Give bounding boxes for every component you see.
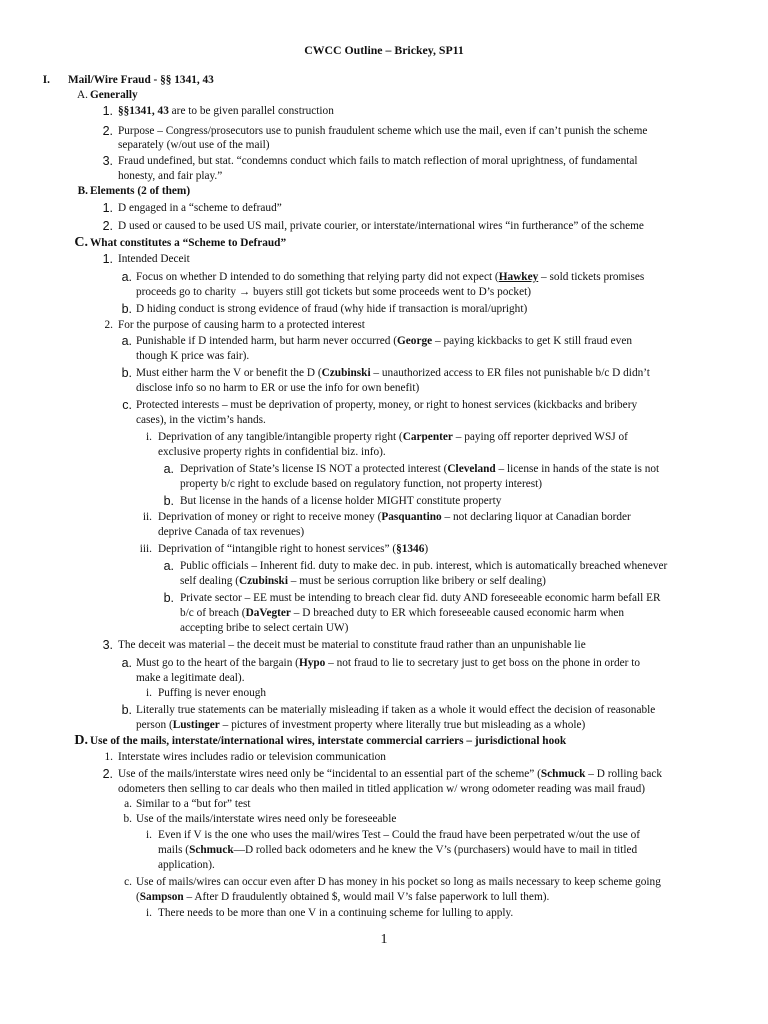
outline-line bbox=[118, 318, 365, 333]
outline-text: – D breached duty to ER which foreseeable caused economic harm when bbox=[290, 607, 625, 619]
outline-text: disclose info so no harm to ER or use the info for own benefit) bbox=[136, 382, 420, 394]
outline-text: honesty, and fair play.” bbox=[118, 170, 223, 182]
outline-line bbox=[136, 797, 251, 812]
outline-line bbox=[180, 559, 667, 574]
outline-marker: b. bbox=[123, 813, 132, 825]
outline-text: Deprivation of “intangible right to honest services” ( bbox=[158, 543, 397, 555]
outline-marker: 2. bbox=[104, 319, 113, 331]
outline-text: cases), in the victim’s hands. bbox=[136, 414, 266, 426]
case-name: §1346 bbox=[396, 543, 425, 555]
outline-text: – unauthorized access to ER files not punishable b/c D didn’t bbox=[370, 367, 650, 379]
outline-line bbox=[158, 686, 266, 701]
outline-text: property b/c right to exclude based on regulatory function, not property interest) bbox=[180, 478, 543, 490]
outline-line bbox=[118, 201, 282, 216]
outline-marker: 3. bbox=[102, 638, 113, 652]
case-name: Hawkey bbox=[498, 271, 539, 283]
outline-line bbox=[136, 671, 245, 686]
outline-line bbox=[136, 270, 644, 285]
case-name: What constitutes a “Scheme to Defraud” bbox=[90, 237, 287, 249]
outline-text: D used or caused to be used US mail, private courier, or interstate/international wires “in furtherance” of the scheme bbox=[118, 220, 644, 232]
outline-text: – paying kickbacks to get K still fraud even bbox=[432, 335, 632, 347]
outline-line bbox=[136, 718, 585, 733]
outline-line bbox=[158, 525, 304, 540]
outline-text: mails ( bbox=[158, 844, 190, 856]
case-name: Czubinski bbox=[321, 367, 371, 379]
outline-text: accepting bribe to select certain UW) bbox=[180, 622, 349, 634]
case-name: Mail/Wire Fraud - §§ 1341, 43 bbox=[68, 74, 214, 86]
outline-line bbox=[136, 812, 396, 827]
outline-text: There needs to be more than one V in a continuing scheme for lulling to apply. bbox=[158, 907, 514, 919]
outline-marker: D. bbox=[74, 733, 88, 748]
outline-text: —D rolled back odometers and he knew the V’s (purchasers) would have to mail in titled bbox=[233, 844, 638, 856]
outline-line bbox=[118, 782, 645, 797]
outline-text: Must either harm the V or benefit the D ( bbox=[136, 367, 322, 379]
outline-text: odometers then selling to car deals who then mailed in titled application w/ wrong odometer reading was mail fraud) bbox=[118, 783, 646, 795]
outline-marker: 1. bbox=[102, 201, 113, 215]
outline-marker: ii. bbox=[142, 511, 152, 523]
outline-line bbox=[180, 591, 661, 606]
outline-line bbox=[180, 462, 659, 477]
outline-text: Use of the mails/interstate wires need only be foreseeable bbox=[136, 813, 397, 825]
case-name: Schmuck bbox=[540, 768, 586, 780]
outline-text: – not fraud to lie to secretary just to get boss on the phone in order to bbox=[325, 657, 640, 669]
outline-text: Puffing is never enough bbox=[158, 687, 267, 699]
outline-line bbox=[118, 767, 662, 782]
outline-text: Use of the mails/interstate wires need only be “incidental to an essential part of the scheme” ( bbox=[118, 768, 541, 780]
outline-marker: 2. bbox=[102, 767, 113, 781]
outline-line bbox=[158, 510, 631, 525]
outline-text: separately (w/out use of the mail) bbox=[118, 139, 270, 151]
outline-text: Fraud undefined, but stat. “condemns conduct which fails to match reflection of moral uprightness, of fundamental bbox=[118, 155, 638, 167]
case-name: §§1341, 43 bbox=[118, 105, 169, 117]
outline-text: b/c of breach ( bbox=[180, 607, 246, 619]
outline-text: Public officials – Inherent fid. duty to make dec. in pub. interest, which is automatically breached whenever bbox=[180, 560, 668, 572]
outline-marker: b. bbox=[163, 591, 174, 605]
case-name: George bbox=[397, 335, 433, 347]
outline-text: Similar to a “but for” test bbox=[136, 798, 251, 810]
outline-line bbox=[180, 621, 348, 636]
outline-marker: b. bbox=[121, 703, 132, 717]
outline-text: deprive Canada of tax revenues) bbox=[158, 526, 305, 538]
outline-text: self dealing ( bbox=[180, 575, 239, 587]
outline-marker: A. bbox=[77, 89, 88, 101]
outline-line bbox=[136, 366, 650, 381]
case-name: Carpenter bbox=[402, 431, 453, 443]
outline-line bbox=[68, 73, 214, 88]
outline-line bbox=[158, 445, 386, 460]
outline-marker: B. bbox=[77, 185, 88, 197]
case-name: DaVegter bbox=[245, 607, 291, 619]
outline-text: proceeds go to charity → buyers still got tickets but some proceeds went to D’s pocket) bbox=[136, 286, 531, 298]
outline-text: Deprivation of State’s license IS NOT a protected interest ( bbox=[180, 463, 448, 475]
outline-marker: a. bbox=[121, 270, 132, 284]
outline-line bbox=[180, 606, 624, 621]
outline-line bbox=[118, 252, 190, 267]
outline-text: Private sector – EE must be intending to breach clear fid. duty AND foreseeable economic harm befall ER bbox=[180, 592, 661, 604]
outline-text: Focus on whether D intended to do something that relying party did not expect ( bbox=[136, 271, 499, 283]
outline-text: Must go to the heart of the bargain ( bbox=[136, 657, 299, 669]
case-name: Lustinger bbox=[172, 719, 220, 731]
outline-marker: c. bbox=[124, 876, 132, 888]
outline-line bbox=[136, 285, 531, 300]
outline-text: Literally true statements can be materially misleading if taken as a whole it would effect the decision of reasonable bbox=[136, 704, 656, 716]
outline-marker: i. bbox=[146, 907, 152, 919]
outline-marker: I. bbox=[42, 74, 50, 86]
outline-text: – not declaring liquor at Canadian border bbox=[441, 511, 631, 523]
outline-text: But license in the hands of a license holder MIGHT constitute property bbox=[180, 495, 502, 507]
outline-line bbox=[180, 494, 501, 509]
outline-text: D engaged in a “scheme to defraud” bbox=[118, 202, 282, 214]
case-name: Schmuck bbox=[189, 844, 234, 856]
outline-line bbox=[158, 430, 628, 445]
outline-text: – After D fraudulently obtained $, would mail V’s false paperwork to lull them). bbox=[183, 891, 550, 903]
outline-text: The deceit was material – the deceit must be material to constitute fraud rather than an unpunishable lie bbox=[118, 639, 586, 651]
outline-line bbox=[118, 154, 638, 169]
outline-marker: a. bbox=[121, 334, 132, 348]
outline-line bbox=[136, 302, 527, 317]
outline-marker: b. bbox=[121, 366, 132, 380]
outline-line bbox=[136, 334, 632, 349]
outline-line bbox=[90, 236, 286, 251]
outline-marker: C. bbox=[74, 235, 88, 250]
outline-text: ) bbox=[424, 543, 429, 555]
outline-line bbox=[90, 734, 566, 749]
outline-text: though K price was fair). bbox=[136, 350, 250, 362]
document-title: CWCC Outline – Brickey, SP11 bbox=[304, 43, 464, 57]
outline-line bbox=[180, 574, 546, 589]
outline-line bbox=[180, 477, 542, 492]
outline-marker: 1. bbox=[102, 252, 113, 266]
outline-text: are to be given parallel construction bbox=[168, 105, 334, 117]
outline-text: Protected interests – must be deprivation of property, money, or right to honest services (kickbacks and bribery bbox=[136, 399, 638, 411]
outline-text: For the purpose of causing harm to a protected interest bbox=[118, 319, 365, 331]
outline-text: – license in hands of the state is not bbox=[495, 463, 660, 475]
outline-line bbox=[158, 906, 513, 921]
outline-marker: a. bbox=[124, 798, 132, 810]
outline-marker: 1. bbox=[104, 751, 113, 763]
outline-line bbox=[118, 104, 334, 119]
outline-line bbox=[118, 638, 586, 653]
outline-text: Interstate wires includes radio or television communication bbox=[118, 751, 386, 763]
outline-text: exclusive property rights in confidential biz. info). bbox=[158, 446, 386, 458]
outline-marker: 2. bbox=[102, 219, 113, 233]
outline-line bbox=[136, 875, 661, 890]
outline-text: Intended Deceit bbox=[118, 253, 190, 265]
outline-text: person ( bbox=[136, 719, 173, 731]
outline-line bbox=[158, 843, 637, 858]
outline-text: – D rolling back bbox=[585, 768, 662, 780]
outline-marker: a. bbox=[121, 656, 132, 670]
case-name: Czubinski bbox=[238, 575, 288, 587]
outline-marker: 2. bbox=[102, 124, 113, 138]
outline-marker: i. bbox=[146, 431, 152, 443]
outline-line bbox=[136, 413, 266, 428]
outline-marker: a. bbox=[163, 559, 174, 573]
outline-text: Purpose – Congress/prosecutors use to punish fraudulent scheme which use the mail, even if can’t punish the scheme bbox=[118, 125, 648, 137]
outline-line bbox=[90, 184, 190, 199]
outline-text: application). bbox=[158, 859, 215, 871]
outline-line bbox=[118, 169, 222, 184]
outline-line bbox=[118, 138, 270, 153]
outline-marker: c. bbox=[122, 398, 132, 412]
outline-line bbox=[158, 542, 428, 557]
outline-marker: i. bbox=[146, 687, 152, 699]
outline-marker: 1. bbox=[102, 104, 113, 118]
case-name: Cleveland bbox=[447, 463, 496, 475]
outline-text: – pictures of investment property where literally true but misleading as a whole) bbox=[219, 719, 586, 731]
page-number: 1 bbox=[380, 932, 388, 947]
outline-text: ( bbox=[136, 891, 140, 903]
outline-line bbox=[90, 88, 138, 103]
outline-marker: a. bbox=[163, 462, 174, 476]
outline-marker: 3. bbox=[102, 154, 113, 168]
outline-marker: i. bbox=[146, 829, 152, 841]
outline-line bbox=[136, 656, 640, 671]
case-name: Hypo bbox=[298, 657, 326, 669]
outline-line bbox=[158, 828, 640, 843]
outline-text: make a legitimate deal). bbox=[136, 672, 245, 684]
outline-text: – paying off reporter deprived WSJ of bbox=[452, 431, 628, 443]
outline-text: Even if V is the one who uses the mail/wires Test – Could the fraud have been perpetrated w/out the use of bbox=[158, 829, 641, 841]
outline-text: Use of mails/wires can occur even after D has money in his pocket so long as mails necessary to keep scheme going bbox=[136, 876, 661, 888]
outline-marker: b. bbox=[121, 302, 132, 316]
outline-line bbox=[118, 750, 386, 765]
outline-line bbox=[136, 398, 637, 413]
outline-text: Deprivation of money or right to receive money ( bbox=[158, 511, 382, 523]
outline-text: Punishable if D intended harm, but harm never occurred ( bbox=[136, 335, 397, 347]
case-name: Use of the mails, interstate/international wires, interstate commercial carriers – jurisdictional hook bbox=[90, 735, 567, 747]
outline-marker: b. bbox=[163, 494, 174, 508]
outline-text: – sold tickets promises bbox=[538, 271, 645, 283]
outline-text: D hiding conduct is strong evidence of fraud (why hide if transaction is moral/upright) bbox=[136, 303, 528, 315]
outline-line bbox=[136, 890, 549, 905]
outline-line bbox=[118, 219, 644, 234]
case-name: Elements (2 of them) bbox=[90, 185, 191, 197]
case-name: Sampson bbox=[139, 891, 184, 903]
outline-line bbox=[136, 349, 249, 364]
case-name: Generally bbox=[90, 89, 138, 101]
outline-line bbox=[158, 858, 215, 873]
outline-text: Deprivation of any tangible/intangible property right ( bbox=[158, 431, 403, 443]
case-name: Pasquantino bbox=[381, 511, 442, 523]
outline-line bbox=[118, 124, 647, 139]
outline-line bbox=[136, 703, 655, 718]
outline-marker: iii. bbox=[139, 543, 152, 555]
outline-line bbox=[136, 381, 419, 396]
outline-text: – must be serious corruption like bribery or self dealing) bbox=[287, 575, 546, 587]
